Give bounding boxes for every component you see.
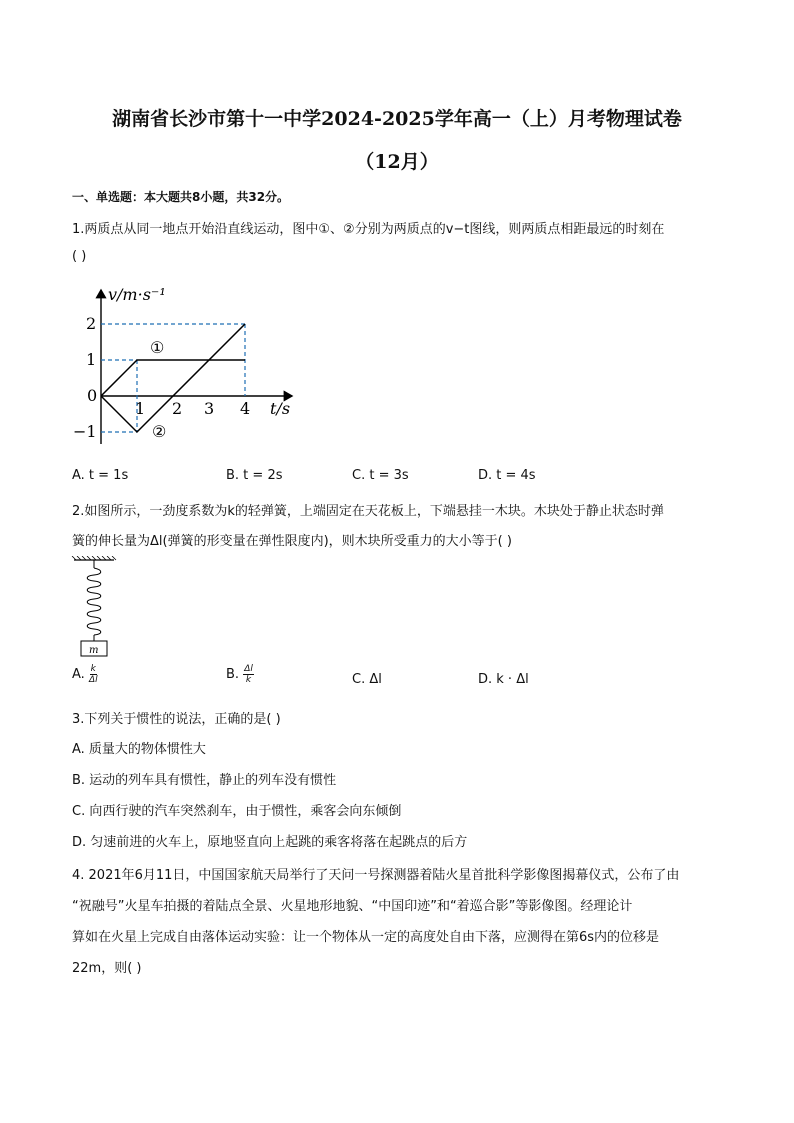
document-title: 湖南省长沙市第十一中学2024-2025学年高一（上）月考物理试卷 xyxy=(112,108,682,130)
q2-option-a-fraction xyxy=(89,664,98,685)
q1-option-d[interactable]: D. t = 4s xyxy=(478,468,536,483)
q3-option-d[interactable]: D. 匀速前进的火车上，原地竖直向上起跳的乘客将落在起跳点的后方 xyxy=(72,835,468,850)
curve-2-label: ② xyxy=(152,422,167,441)
vt-graph xyxy=(70,282,310,452)
q4-line4: 22m，则( ) xyxy=(72,961,142,976)
x-axis-label: t/s xyxy=(270,399,291,418)
spring-figure xyxy=(70,556,120,660)
q4-line2: “祝融号”火星车拍摄的着陆点全景、火星地形地貌、“中国印迹”和“着巡合影”等影像图。经理论计 xyxy=(72,899,633,914)
q2-option-a-denominator: Δl xyxy=(88,675,98,685)
q2-option-b-fraction xyxy=(243,664,254,685)
q4-line1: 4. 2021年6月11日，中国国家航天局举行了天问一号探测器着陆火星首批科学影像图揭幕仪式，公布了由 xyxy=(72,868,680,883)
section-heading: 一、单选题：本大题共8小题，共32分。 xyxy=(72,190,290,204)
q1-option-a[interactable]: A. t = 1s xyxy=(72,468,129,483)
x-tick-4: 4 xyxy=(240,399,251,418)
spring xyxy=(87,568,101,635)
q2-stem-line1: 2.如图所示，一劲度系数为k的轻弹簧，上端固定在天花板上，下端悬挂一木块。木块处于静止状态时弹 xyxy=(72,504,664,519)
y-tick-2: 2 xyxy=(86,314,97,333)
q1-option-b[interactable]: B. t = 2s xyxy=(226,468,283,483)
document-subtitle: （12月） xyxy=(355,151,439,173)
y-axis-label: v/m·s⁻¹ xyxy=(108,285,166,304)
q4-line3: 算如在火星上完成自由落体运动实验：让一个物体从一定的高度处自由下落，应测得在第6s内的位移是 xyxy=(72,930,660,945)
q2-option-b-denominator: k xyxy=(245,675,252,685)
q2-option-b-prefix: B. xyxy=(226,667,240,682)
q2-option-d[interactable]: D. k · Δl xyxy=(478,672,529,687)
y-tick-minus-1: −1 xyxy=(73,422,97,441)
q3-option-c[interactable]: C. 向西行驶的汽车突然刹车，由于惯性，乘客会向东倾倒 xyxy=(72,804,402,819)
q1-stem-line2: ( ) xyxy=(72,249,87,264)
y-tick-1: 1 xyxy=(86,350,97,369)
q2-option-a-prefix: A. xyxy=(72,667,85,682)
x-tick-1: 1 xyxy=(135,399,146,418)
x-tick-2: 2 xyxy=(172,399,183,418)
q2-option-b-numerator: Δl xyxy=(244,664,253,674)
curve-1-label: ① xyxy=(150,338,165,357)
q2-option-c[interactable]: C. Δl xyxy=(352,672,382,687)
mass-label: m xyxy=(89,645,99,656)
x-tick-3: 3 xyxy=(204,399,215,418)
origin-label: 0 xyxy=(87,386,98,405)
q2-option-b[interactable] xyxy=(226,664,254,685)
q1-stem-line1: 1.两质点从同一地点开始沿直线运动，图中①、②分别为两质点的v−t图线，则两质点相距最远的时刻在 xyxy=(72,222,665,237)
q2-stem-line2: 簧的伸长量为Δl(弹簧的形变量在弹性限度内)，则木块所受重力的大小等于( ) xyxy=(72,534,512,549)
q3-option-b[interactable]: B. 运动的列车具有惯性，静止的列车没有惯性 xyxy=(72,773,337,788)
curve-1-line xyxy=(101,360,245,396)
q1-option-c[interactable]: C. t = 3s xyxy=(352,468,409,483)
q3-option-a[interactable]: A. 质量大的物体惯性大 xyxy=(72,742,206,757)
q2-option-a-numerator: k xyxy=(90,664,96,674)
q3-stem: 3.下列关于惯性的说法，正确的是( ) xyxy=(72,712,281,727)
q2-option-a[interactable] xyxy=(72,664,98,685)
